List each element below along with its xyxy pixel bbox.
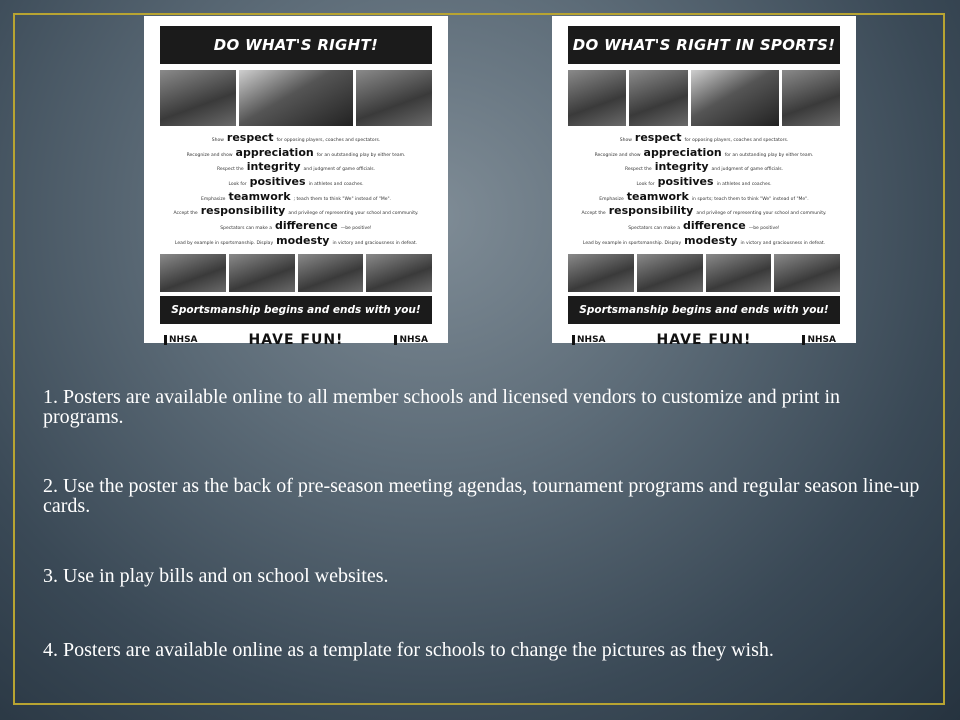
poster-photo-row-top <box>160 70 432 126</box>
poster-bottom-bar <box>164 328 428 352</box>
value-line: Look for positives in athletes and coaches. <box>228 175 364 189</box>
point-3: 3. Use in play bills and on school websites. <box>43 565 389 587</box>
value-line: Recognize and show appreciation for an outstanding play by either team. <box>594 145 814 159</box>
value-line: Look for positives in athletes and coaches. <box>636 175 772 189</box>
poster-do-whats-right-in-sports <box>552 16 856 348</box>
point-4: 4. Posters are available online as a template for schools to change the pictures as they wish. <box>43 639 774 661</box>
poster-photo <box>160 254 226 292</box>
poster-photo <box>568 254 634 292</box>
value-line: Respect the integrity and judgment of game officials. <box>624 160 784 174</box>
value-line: Recognize and show appreciation for an outstanding play by either team. <box>186 145 406 159</box>
poster-photo <box>239 70 353 126</box>
poster-photo <box>637 254 703 292</box>
value-line: Respect the integrity and judgment of game officials. <box>216 160 376 174</box>
have-fun-text: HAVE FUN! <box>656 332 752 348</box>
poster-photo-row-top <box>568 70 840 126</box>
poster-values-list <box>568 132 840 250</box>
poster-title: DO WHAT'S RIGHT IN SPORTS! <box>568 26 840 64</box>
value-line: Show respect for opposing players, coaches and spectators. <box>211 131 381 144</box>
poster-photo <box>229 254 295 292</box>
poster-photo <box>706 254 772 292</box>
value-line: Lead by example in sportsmanship. Display modesty in victory and graciousness in defeat. <box>582 233 826 247</box>
value-line: Emphasize teamwork ; teach them to think "We" instead of "Me". <box>201 189 391 203</box>
poster-photo-row-bottom <box>568 254 840 292</box>
value-line: Emphasize teamwork in sports; teach them to think "We" instead of "Me". <box>599 189 809 203</box>
nhsa-logo: NHSA <box>164 335 198 345</box>
nhsa-logo: NHSA <box>802 335 836 345</box>
point-1: 1. Posters are available online to all member schools and licensed vendors to customize and print in programs. <box>43 386 841 428</box>
have-fun-text: HAVE FUN! <box>248 332 344 348</box>
value-line: Lead by example in sportsmanship. Display modesty in victory and graciousness in defeat. <box>174 233 418 247</box>
poster-footer: Sportsmanship begins and ends with you! <box>160 296 432 324</box>
nhsa-logo: NHSA <box>572 335 606 345</box>
poster-photo-row-bottom <box>160 254 432 292</box>
poster-photo <box>366 254 432 292</box>
poster-photo <box>691 70 779 126</box>
poster-photo <box>160 70 236 126</box>
point-2: 2. Use the poster as the back of pre-season meeting agendas, tournament programs and regular season line-up cards. <box>43 475 920 517</box>
poster-do-whats-right <box>144 16 448 348</box>
value-line: Spectators can make a difference —be positive! <box>628 219 780 233</box>
poster-photo <box>298 254 364 292</box>
poster-title: DO WHAT'S RIGHT! <box>160 26 432 64</box>
value-line: Show respect for opposing players, coaches and spectators. <box>619 131 789 144</box>
nhsa-logo: NHSA <box>394 335 428 345</box>
value-line: Accept the responsibility and privilege of representing your school and community. <box>173 204 419 218</box>
poster-values-list <box>160 132 432 250</box>
poster-photo <box>782 70 840 126</box>
value-line: Accept the responsibility and privilege of representing your school and community. <box>581 204 827 218</box>
value-line: Spectators can make a difference —be positive! <box>220 219 372 233</box>
poster-footer: Sportsmanship begins and ends with you! <box>568 296 840 324</box>
poster-photo <box>629 70 687 126</box>
poster-photo <box>774 254 840 292</box>
poster-bottom-bar <box>572 328 836 352</box>
poster-photo <box>356 70 432 126</box>
poster-photo <box>568 70 626 126</box>
